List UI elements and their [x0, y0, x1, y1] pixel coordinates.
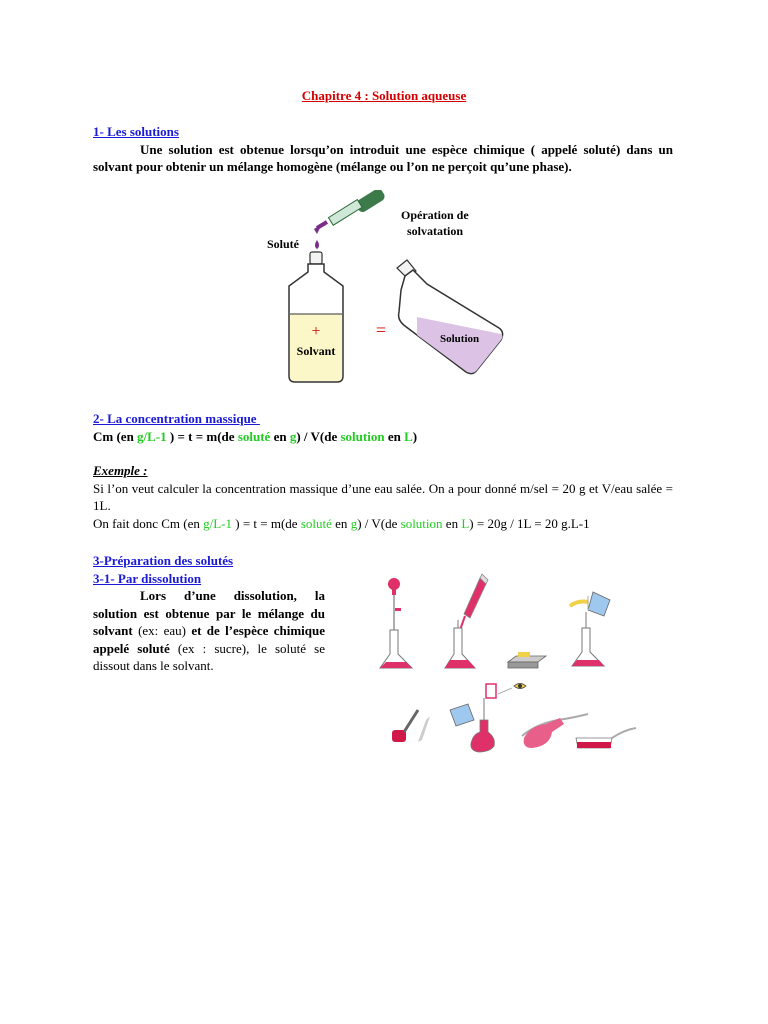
calc-part: On fait donc Cm (en: [93, 515, 204, 531]
dissolution-text: (ex: eau): [132, 623, 192, 638]
calc-part: ) / V(de: [357, 515, 401, 531]
calc-part: en: [331, 515, 351, 531]
formula-unit: g/L-1: [137, 428, 167, 444]
section-3-heading: 3-Préparation des solutés: [93, 553, 234, 568]
formula-part: ) = t = m(de: [166, 428, 238, 444]
solvent-label: Solvant: [296, 344, 336, 358]
calc-solution: solution: [400, 515, 443, 531]
calc-unit: g: [350, 515, 358, 531]
formula-unit: L: [404, 428, 413, 444]
formula-solute: soluté: [237, 428, 271, 444]
pouring-flask-icon: [570, 592, 610, 666]
concentration-formula: [93, 428, 673, 446]
dissolution-text: (ex : sucre), le soluté se dissout dans le solvant.: [93, 640, 325, 673]
example-text: Si l’on veut calculer la concentration massique d’une eau salée. On a pour donné m/sel = 20 g et V/eau salée = 1L.: [93, 480, 673, 513]
section-2-heading: 2- La concentration massique: [93, 411, 260, 426]
section-1: [93, 123, 673, 176]
formula-solution: solution: [340, 428, 385, 444]
operation-label-line1: Opération de: [401, 208, 469, 222]
solvent-bottle-icon: [289, 252, 343, 382]
dropper-icon: [314, 190, 386, 249]
dissolution-text-bold: et de l’espèce chimique appelé soluté: [93, 623, 325, 656]
example-calculation: [93, 515, 673, 533]
dissolution-paragraph: [93, 587, 325, 675]
solute-label: Soluté: [267, 237, 300, 251]
solvation-figure: [255, 190, 515, 390]
measuring-flask-icon: [450, 684, 526, 753]
dissolution-figure: [378, 570, 648, 760]
formula-part: ): [412, 428, 418, 444]
syringe-flask-icon: [445, 574, 488, 668]
page-title: Chapitre 4 : Solution aqueuse: [301, 88, 467, 103]
operation-label-line2: solvatation: [407, 224, 464, 238]
formula-part: en: [270, 428, 290, 444]
example-heading: Exemple :: [93, 463, 148, 478]
balance-icon: [508, 652, 546, 668]
solution-bottle-icon: [397, 260, 503, 374]
pipette-flask-icon: [380, 578, 412, 668]
section-1-paragraph: Une solution est obtenue lorsqu’on introduit une espèce chimique ( appelé soluté) dans un solvant pour obtenir un mélange homogène (mélange ou l’on ne perçoit qu’une phase).: [93, 141, 673, 174]
section-3-1-heading: 3-1- Par dissolution: [93, 570, 202, 586]
calc-solute: soluté: [300, 515, 332, 531]
calc-unit: g/L-1: [203, 515, 233, 531]
calc-unit: L: [461, 515, 470, 531]
evaporating-dish-icon: [576, 728, 636, 748]
section-1-heading: 1- Les solutions: [93, 124, 179, 139]
formula-part: en: [384, 428, 405, 444]
formula-unit: g: [289, 428, 297, 444]
formula-part: Cm (en: [93, 428, 138, 444]
plus-sign: +: [311, 323, 321, 340]
solution-label: Solution: [440, 333, 480, 345]
section-3: [93, 552, 325, 675]
calc-part: ) = 20g / 1L = 20 g.L-1: [469, 515, 590, 531]
calc-part: en: [442, 515, 462, 531]
formula-part: ) / V(de: [296, 428, 341, 444]
calc-part: ) = t = m(de: [232, 515, 301, 531]
dissolution-text-bold: Lors d’une dissolution, la solution est obtenue par le mélange du solvant: [93, 588, 325, 638]
wash-bottle-icon: [392, 710, 430, 742]
equals-sign: =: [375, 320, 387, 340]
section-2: [93, 410, 673, 532]
